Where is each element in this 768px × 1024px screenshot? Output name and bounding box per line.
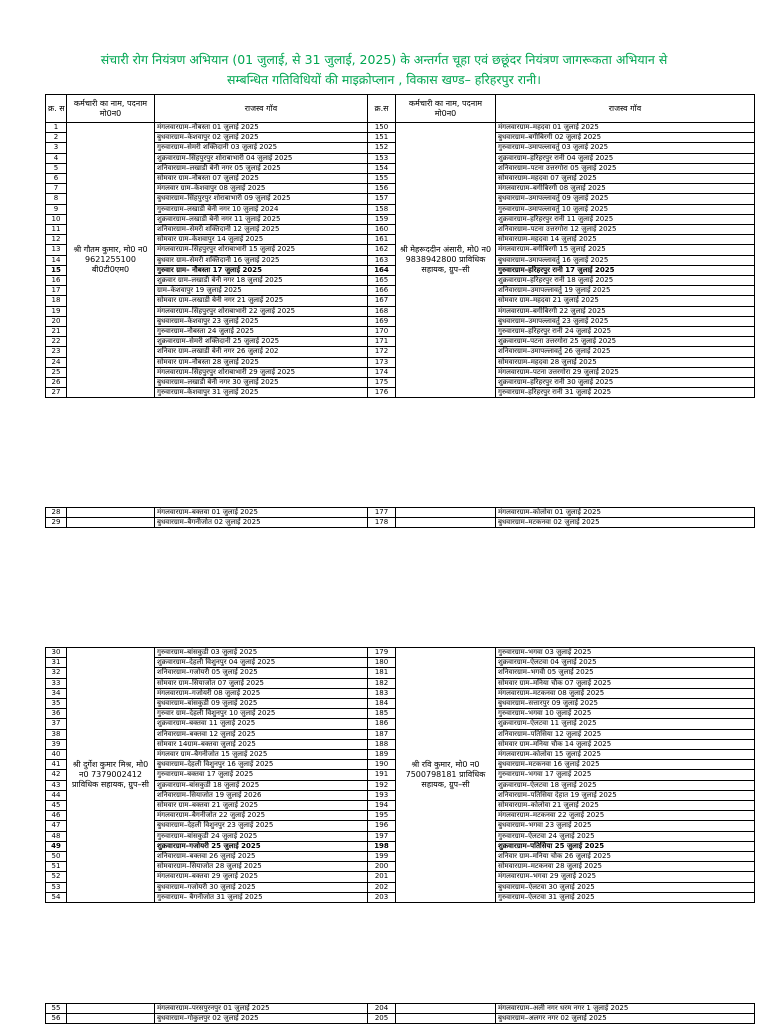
serial-number-right: 186 bbox=[368, 719, 396, 729]
serial-number-right: 153 bbox=[368, 153, 396, 163]
village-schedule-right: सोमवार ग्राम–मनिया चौक 14 जुलाई 2025 bbox=[496, 739, 755, 749]
village-schedule-right: शुक्रवारग्राम–ऐलटवा 18 जुलाई 2025 bbox=[496, 780, 755, 790]
village-schedule-left: गुरुवारग्राम–बांसकुडी 03 जुलाई 2025 bbox=[155, 648, 368, 658]
village-schedule-left: शुक्रवारग्राम–लखाडी बेनी नगर 11 जुलाई 2025 bbox=[155, 214, 368, 224]
serial-number: 21 bbox=[46, 327, 67, 337]
serial-number: 2 bbox=[46, 133, 67, 143]
employee-cell-left bbox=[67, 1014, 155, 1024]
village-schedule-right: बुधवारग्राम–मटकनवा 02 जुलाई 2025 bbox=[496, 518, 755, 528]
serial-number: 36 bbox=[46, 709, 67, 719]
village-schedule-right: शनिवारग्राम–उमापल्लावर्तु 26 जुलाई 2025 bbox=[496, 347, 755, 357]
village-schedule-left: गुरुवार ग्राम– नौबस्ता 17 जुलाई 2025 bbox=[155, 265, 368, 275]
village-schedule-right: बुधवारग्राम–भगवा 23 जुलाई 2025 bbox=[496, 821, 755, 831]
village-schedule-right: मंगलवारग्राम–अली नगर धरम नगर 1 जुलाई 2025 bbox=[496, 1004, 755, 1014]
serial-number: 53 bbox=[46, 882, 67, 892]
table-row bbox=[46, 518, 755, 528]
serial-number-right: 162 bbox=[368, 245, 396, 255]
serial-number: 50 bbox=[46, 852, 67, 862]
table-row bbox=[46, 123, 755, 133]
village-schedule-right: शुक्रवारग्राम–हरिहरपुर रानी 04 जुलाई 2025 bbox=[496, 153, 755, 163]
serial-number-right: 192 bbox=[368, 780, 396, 790]
employee-name-right: श्री मेहरूददीन अंसारी, मो0 न0 9838942800 प्राविधिक सहायक, ग्रुप–सी bbox=[396, 123, 496, 398]
village-schedule-right: सोमवारग्राम–महदवा 07 जुलाई 2025 bbox=[496, 174, 755, 184]
village-schedule-right: सोमवारग्राम–मटकनवा 28 जुलाई 2025 bbox=[496, 862, 755, 872]
serial-number-right: 179 bbox=[368, 648, 396, 658]
serial-number-right: 185 bbox=[368, 709, 396, 719]
village-schedule-right: शनिवारग्राम–भगवी 05 जुलाई 2025 bbox=[496, 668, 755, 678]
serial-number: 30 bbox=[46, 648, 67, 658]
serial-number-right: 170 bbox=[368, 327, 396, 337]
serial-number: 56 bbox=[46, 1014, 67, 1024]
serial-number: 6 bbox=[46, 174, 67, 184]
header-sn-2: क्र.स bbox=[368, 95, 396, 123]
village-schedule-left: मंगलवारग्राम–गजोयरी 08 जुलाई 2025 bbox=[155, 688, 368, 698]
village-schedule-left: बुधवारग्राम–बांसकुडी 09 जुलाई 2025 bbox=[155, 699, 368, 709]
employee-cell-right bbox=[396, 508, 496, 518]
serial-number-right: 157 bbox=[368, 194, 396, 204]
serial-number-right: 187 bbox=[368, 729, 396, 739]
serial-number: 31 bbox=[46, 658, 67, 668]
village-schedule-left: शनिवार ग्राम–लखाडी बेनी नगर 26 जुलाई 202 bbox=[155, 347, 368, 357]
village-schedule-left: सोमवार 14ग्राम–बक्तवा जुलाई 2025 bbox=[155, 739, 368, 749]
serial-number-right: 156 bbox=[368, 184, 396, 194]
serial-number-right: 198 bbox=[368, 841, 396, 851]
serial-number: 13 bbox=[46, 245, 67, 255]
serial-number: 4 bbox=[46, 153, 67, 163]
village-schedule-left: बुधवारग्राम–गोकुलपुर 02 जुलाई 2025 bbox=[155, 1014, 368, 1024]
village-schedule-right: मंगलवारग्राम–कोलोवा 15 जुलाई 2025 bbox=[496, 750, 755, 760]
village-schedule-left: गुरुवारग्राम–बक्तवा 17 जुलाई 2025 bbox=[155, 770, 368, 780]
page-title bbox=[20, 50, 748, 90]
village-schedule-right: गुरुवारग्राम–ऐलटवा 24 जुलाई 2025 bbox=[496, 831, 755, 841]
serial-number-right: 202 bbox=[368, 882, 396, 892]
serial-number-right: 188 bbox=[368, 739, 396, 749]
serial-number-right: 195 bbox=[368, 811, 396, 821]
village-schedule-left: शनिवारग्राम–लखाडी बेनी नगर 05 जुलाई 2025 bbox=[155, 163, 368, 173]
village-schedule-left: गुरुवारग्राम–सेमरी शक्तिदानी 03 जुलाई 2025 bbox=[155, 143, 368, 153]
serial-number-right: 190 bbox=[368, 760, 396, 770]
village-schedule-left: सोमवार ग्राम–केशवापुर 14 जुलाई 2025 bbox=[155, 235, 368, 245]
serial-number-right: 164 bbox=[368, 265, 396, 275]
serial-number: 25 bbox=[46, 367, 67, 377]
village-schedule-left: मंगलवारग्राम–नौबस्ता 01 जुलाई 2025 bbox=[155, 123, 368, 133]
serial-number: 10 bbox=[46, 214, 67, 224]
village-schedule-right: सोमवार ग्राम–मनिया चौक 07 जुलाई 2025 bbox=[496, 678, 755, 688]
village-schedule-left: बुधवारग्राम–गजोयरी 30 जुलाई 2025 bbox=[155, 882, 368, 892]
header-employee-2: कर्मचारी का नाम, पदनाम मो0न0 bbox=[396, 95, 496, 123]
serial-number: 15 bbox=[46, 265, 67, 275]
table-row bbox=[46, 1004, 755, 1014]
village-schedule-right: मंगलवारग्राम–मटकनवा 08 जुलाई 2025 bbox=[496, 688, 755, 698]
village-schedule-left: मंगलवारग्राम–बक्तवा 01 जुलाई 2025 bbox=[155, 508, 368, 518]
serial-number-right: 165 bbox=[368, 276, 396, 286]
serial-number-right: 193 bbox=[368, 790, 396, 800]
serial-number-right: 200 bbox=[368, 862, 396, 872]
serial-number-right: 191 bbox=[368, 770, 396, 780]
serial-number: 41 bbox=[46, 760, 67, 770]
village-schedule-left: बुधवार ग्राम–सेमरी शक्तिदानी 16 जुलाई 2025 bbox=[155, 255, 368, 265]
serial-number: 48 bbox=[46, 831, 67, 841]
village-schedule-right: बुधवारग्राम–उमापल्लावर्तु 23 जुलाई 2025 bbox=[496, 316, 755, 326]
village-schedule-left: शनिवारग्राम–सियाजोत 19 जुलाई 2026 bbox=[155, 790, 368, 800]
village-schedule-right: मंगलवारग्राम–पटना उत्तरगोरा 29 जुलाई 2025 bbox=[496, 367, 755, 377]
header-employee: कर्मचारी का नाम, पदनाम मो0न0 bbox=[67, 95, 155, 123]
employee-cell-right bbox=[396, 518, 496, 528]
village-schedule-left: मंगलवारग्राम–सिंहपुरपुर शोराबाभारी 15 जुलाई 2025 bbox=[155, 245, 368, 255]
village-schedule-left: मंगलवारग्राम–बैगनीजोत 22 जुलाई 2025 bbox=[155, 811, 368, 821]
village-schedule-left: शनिवारग्राम–बक्तवा 12 जुलाई 2025 bbox=[155, 729, 368, 739]
village-schedule-right: बुधवारग्राम–बगीबिरगी 02 जुलाई 2025 bbox=[496, 133, 755, 143]
serial-number: 47 bbox=[46, 821, 67, 831]
village-schedule-left: शुक्रवारग्राम–देहली विशुनपुर 04 जुलाई 2025 bbox=[155, 658, 368, 668]
village-schedule-left: मंगलवारग्राम–सिंहपुरपुर शोराबाभारी 29 जुलाई 2025 bbox=[155, 367, 368, 377]
serial-number-right: 174 bbox=[368, 367, 396, 377]
serial-number-right: 169 bbox=[368, 316, 396, 326]
village-schedule-left: बुधवारग्राम–सिंहपुरपुर शोराबाभारी 09 जुलाई 2025 bbox=[155, 194, 368, 204]
village-schedule-right: शुक्रवारग्राम–पतिसिया 25 जुलाई 2025 bbox=[496, 841, 755, 851]
village-schedule-right: गुरुवारग्राम–हरिहरपुर रानी 24 जुलाई 2025 bbox=[496, 327, 755, 337]
serial-number: 51 bbox=[46, 862, 67, 872]
serial-number: 52 bbox=[46, 872, 67, 882]
village-schedule-right: शनिवार ग्राम–मनिया चौक 26 जुलाई 2025 bbox=[496, 852, 755, 862]
village-schedule-right: बुधवारग्राम–ऐलटवा 30 जुलाई 2025 bbox=[496, 882, 755, 892]
village-schedule-left: शुक्रवारग्राम–बांसकुडी 18 जुलाई 2025 bbox=[155, 780, 368, 790]
village-schedule-right: शुक्रवारग्राम–हरिहरपुर रानी 30 जुलाई 2025 bbox=[496, 378, 755, 388]
village-schedule-left: सोमवार ग्राम–बक्तवा 21 जुलाई 2025 bbox=[155, 801, 368, 811]
village-schedule-right: बुधवारग्राम–सत्तारपुर 09 जुलाई 2025 bbox=[496, 699, 755, 709]
village-schedule-right: शनिवारग्राम–पतिसिया देहात 19 जुलाई 2025 bbox=[496, 790, 755, 800]
table-row bbox=[46, 1014, 755, 1024]
serial-number-right: 167 bbox=[368, 296, 396, 306]
serial-number-right: 158 bbox=[368, 204, 396, 214]
serial-number: 35 bbox=[46, 699, 67, 709]
village-schedule-left: शनिवारग्राम–सेमरी शक्तिदानी 12 जुलाई 2025 bbox=[155, 225, 368, 235]
serial-number: 33 bbox=[46, 678, 67, 688]
serial-number: 14 bbox=[46, 255, 67, 265]
microplan-table-2 bbox=[45, 647, 755, 903]
serial-number: 12 bbox=[46, 235, 67, 245]
serial-number: 32 bbox=[46, 668, 67, 678]
serial-number-right: 152 bbox=[368, 143, 396, 153]
village-schedule-right: गुरुवारग्राम–हरिहरपुर रानी 17 जुलाई 2025 bbox=[496, 265, 755, 275]
village-schedule-left: बुधवारग्राम–बैगनीजोत 02 जुलाई 2025 bbox=[155, 518, 368, 528]
serial-number-right: 180 bbox=[368, 658, 396, 668]
village-schedule-right: मंगलवारग्राम–महदवा 01 जुलाई 2025 bbox=[496, 123, 755, 133]
title-line-1: संचारी रोग नियंत्रण अभियान (01 जुलाई, से 31 जुलाई, 2025) के अन्तर्गत चूहा एवं छछूंदर नियंत्रण जागरूकता अभियान से bbox=[100, 52, 668, 67]
employee-name-left: श्री दुर्गेश कुमार मिश्र, मो0 न0 7379002412 प्राविधिक सहायक, ग्रुप–सी bbox=[67, 648, 155, 903]
serial-number-right: 160 bbox=[368, 225, 396, 235]
serial-number-right: 175 bbox=[368, 378, 396, 388]
village-schedule-right: गुरुवारग्राम–हरिहरपुर रानी 31 जुलाई 2025 bbox=[496, 388, 755, 398]
serial-number-right: 171 bbox=[368, 337, 396, 347]
serial-number: 8 bbox=[46, 194, 67, 204]
serial-number: 55 bbox=[46, 1004, 67, 1014]
header-sn: क्र. स bbox=[46, 95, 67, 123]
serial-number-right: 181 bbox=[368, 668, 396, 678]
serial-number: 42 bbox=[46, 770, 67, 780]
serial-number-right: 172 bbox=[368, 347, 396, 357]
serial-number: 40 bbox=[46, 750, 67, 760]
village-schedule-right: शनिवारग्राम–पटना उत्तरगोरा 12 जुलाई 2025 bbox=[496, 225, 755, 235]
village-schedule-left: सोमवार ग्राम–नौबस्ता 07 जुलाई 2025 bbox=[155, 174, 368, 184]
table-row bbox=[46, 648, 755, 658]
village-schedule-left: मंगलवारग्राम–बक्तवा 29 जुलाई 2025 bbox=[155, 872, 368, 882]
serial-number: 34 bbox=[46, 688, 67, 698]
serial-number: 43 bbox=[46, 780, 67, 790]
serial-number: 3 bbox=[46, 143, 67, 153]
village-schedule-right: मंगलवारग्राम–भगवा 29 जुलाई 2025 bbox=[496, 872, 755, 882]
serial-number-right: 205 bbox=[368, 1014, 396, 1024]
village-schedule-left: गुरुवारग्राम–लखाडी बेनी नगर 10 जुलाई 2024 bbox=[155, 204, 368, 214]
serial-number: 7 bbox=[46, 184, 67, 194]
serial-number-right: 203 bbox=[368, 892, 396, 902]
village-schedule-left: शनिवारग्राम–गजोयरी 05 जुलाई 2025 bbox=[155, 668, 368, 678]
serial-number: 37 bbox=[46, 719, 67, 729]
employee-cell-right bbox=[396, 1014, 496, 1024]
table-row bbox=[46, 508, 755, 518]
serial-number: 9 bbox=[46, 204, 67, 214]
serial-number-right: 150 bbox=[368, 123, 396, 133]
serial-number-right: 201 bbox=[368, 872, 396, 882]
village-schedule-left: बुधवारग्राम–लखाडी बेनी नगर 30 जुलाई 2025 bbox=[155, 378, 368, 388]
serial-number: 28 bbox=[46, 508, 67, 518]
village-schedule-left: सोमवार ग्राम–सियाजोत 07 जुलाई 2025 bbox=[155, 678, 368, 688]
village-schedule-left: गुरुवारग्राम– बैगनीजोत 31 जुलाई 2025 bbox=[155, 892, 368, 902]
village-schedule-left: बुधवारग्राम–केशवापुर 23 जुलाई 2025 bbox=[155, 316, 368, 326]
serial-number-right: 159 bbox=[368, 214, 396, 224]
village-schedule-left: शुक्रवारग्राम–सेमरी शक्तिदानी 25 जुलाई 2025 bbox=[155, 337, 368, 347]
village-schedule-right: मंगलवारग्राम–बगीबिरगी 08 जुलाई 2025 bbox=[496, 184, 755, 194]
serial-number-right: 189 bbox=[368, 750, 396, 760]
serial-number-right: 204 bbox=[368, 1004, 396, 1014]
village-schedule-right: शुक्रवारग्राम–ऐलटवा 04 जुलाई 2025 bbox=[496, 658, 755, 668]
employee-cell-left bbox=[67, 518, 155, 528]
village-schedule-right: मंगलवारग्राम–बगीबिरगी 15 जुलाई 2025 bbox=[496, 245, 755, 255]
microplan-table-2-continued bbox=[45, 1003, 755, 1024]
village-schedule-right: शुक्रवारग्राम–हरिहरपुर रानी 18 जुलाई 2025 bbox=[496, 276, 755, 286]
village-schedule-left: मंगलवारग्राम–सिंहपुरपुर शोराबाभारी 22 जुलाई 2025 bbox=[155, 306, 368, 316]
serial-number: 49 bbox=[46, 841, 67, 851]
village-schedule-left: शुक्रवारग्राम–बक्तवा 11 जुलाई 2025 bbox=[155, 719, 368, 729]
serial-number: 45 bbox=[46, 801, 67, 811]
village-schedule-right: बुधवारग्राम–उमापल्लावर्तु 16 जुलाई 2025 bbox=[496, 255, 755, 265]
serial-number-right: 178 bbox=[368, 518, 396, 528]
village-schedule-right: बुधवारग्राम–मटकनवा 16 जुलाई 2025 bbox=[496, 760, 755, 770]
village-schedule-left: बुधवारग्राम–देहली विशुनपुर 23 जुलाई 2025 bbox=[155, 821, 368, 831]
village-schedule-left: बुधवारग्राम–देहली विशुनपुर 16 जुलाई 2025 bbox=[155, 760, 368, 770]
village-schedule-right: सोमवारग्राम–कोलोवा 21 जुलाई 2025 bbox=[496, 801, 755, 811]
serial-number: 38 bbox=[46, 729, 67, 739]
serial-number-right: 196 bbox=[368, 821, 396, 831]
village-schedule-right: गुरुवारग्राम–भगवा 10 जुलाई 2025 bbox=[496, 709, 755, 719]
employee-name-right: श्री रवि कुमार, मो0 न0 7500798181 प्राविधिक सहायक, ग्रुप–सी bbox=[396, 648, 496, 903]
serial-number-right: 176 bbox=[368, 388, 396, 398]
header-village-2: राजस्व गॉव bbox=[496, 95, 755, 123]
serial-number: 18 bbox=[46, 296, 67, 306]
village-schedule-right: मंगलवारग्राम–बगीबिरगी 22 जुलाई 2025 bbox=[496, 306, 755, 316]
village-schedule-left: शुक्रवारग्राम–गजोयरी 25 जुलाई 2025 bbox=[155, 841, 368, 851]
serial-number: 22 bbox=[46, 337, 67, 347]
village-schedule-left: मंगलवार ग्राम–बैगनीजोत 15 जुलाई 2025 bbox=[155, 750, 368, 760]
village-schedule-right: बुधवारग्राम–उमापल्लावर्तु 09 जुलाई 2025 bbox=[496, 194, 755, 204]
village-schedule-left: मंगलवारग्राम–परसपुरनपुर 01 जुलाई 2025 bbox=[155, 1004, 368, 1014]
serial-number-right: 161 bbox=[368, 235, 396, 245]
village-schedule-right: सोमवार ग्राम–महदवा 21 जुलाई 2025 bbox=[496, 296, 755, 306]
serial-number-right: 177 bbox=[368, 508, 396, 518]
serial-number-right: 151 bbox=[368, 133, 396, 143]
village-schedule-left: सोमवार ग्राम–नौबस्ता 28 जुलाई 2025 bbox=[155, 357, 368, 367]
village-schedule-right: गुरुवारग्राम–भगवा 17 जुलाई 2025 bbox=[496, 770, 755, 780]
village-schedule-right: शनिवारग्राम–पतिसिया 12 जुलाई 2025 bbox=[496, 729, 755, 739]
village-schedule-left: शुक्रवार ग्राम–लखाडी बेनी नगर 18 जुलाई 2025 bbox=[155, 276, 368, 286]
employee-cell-left bbox=[67, 508, 155, 518]
village-schedule-left: गुरुवारग्राम–केशवापुर 31 जुलाई 2025 bbox=[155, 388, 368, 398]
village-schedule-right: गुरुवारग्राम–उमापल्लावर्तु 10 जुलाई 2025 bbox=[496, 204, 755, 214]
serial-number: 20 bbox=[46, 316, 67, 326]
serial-number-right: 166 bbox=[368, 286, 396, 296]
serial-number-right: 154 bbox=[368, 163, 396, 173]
serial-number-right: 173 bbox=[368, 357, 396, 367]
village-schedule-right: शनिवारग्राम–उमापल्लावर्तु 19 जुलाई 2025 bbox=[496, 286, 755, 296]
serial-number: 26 bbox=[46, 378, 67, 388]
village-schedule-left: गुरुवारग्राम–बांसकुडी 24 जुलाई 2025 bbox=[155, 831, 368, 841]
village-schedule-left: गुरुवार ग्राम–देहली विशुनपुर 10 जुलाई 2025 bbox=[155, 709, 368, 719]
village-schedule-right: गुरुवारग्राम–ऐलटवा 31 जुलाई 2025 bbox=[496, 892, 755, 902]
serial-number-right: 194 bbox=[368, 801, 396, 811]
serial-number-right: 197 bbox=[368, 831, 396, 841]
serial-number: 23 bbox=[46, 347, 67, 357]
village-schedule-right: सोमवारग्राम–महदवा 28 जुलाई 2025 bbox=[496, 357, 755, 367]
village-schedule-right: शुक्रवारग्राम–पटना उत्तरगोरा 25 जुलाई 2025 bbox=[496, 337, 755, 347]
village-schedule-right: शनिवारग्राम–पटना उत्तरगोरा 05 जुलाई 2025 bbox=[496, 163, 755, 173]
serial-number-right: 183 bbox=[368, 688, 396, 698]
microplan-table-1-continued bbox=[45, 507, 755, 528]
serial-number-right: 184 bbox=[368, 699, 396, 709]
serial-number: 27 bbox=[46, 388, 67, 398]
village-schedule-right: मंगलवारग्राम–मटकनवा 22 जुलाई 2025 bbox=[496, 811, 755, 821]
village-schedule-right: गुरुवारग्राम–उमापल्लावर्तु 03 जुलाई 2025 bbox=[496, 143, 755, 153]
serial-number: 24 bbox=[46, 357, 67, 367]
serial-number: 5 bbox=[46, 163, 67, 173]
village-schedule-right: शुक्रवारग्राम–हरिहरपुर रानी 11 जुलाई 2025 bbox=[496, 214, 755, 224]
village-schedule-right: मंगलवारग्राम–कोलोवा 01 जुलाई 2025 bbox=[496, 508, 755, 518]
employee-cell-left bbox=[67, 1004, 155, 1014]
village-schedule-left: बुधवारग्राम–केशवापुर 02 जुलाई 2025 bbox=[155, 133, 368, 143]
village-schedule-left: सोमवारग्राम–सियाजोत 28 जुलाई 2025 bbox=[155, 862, 368, 872]
serial-number: 39 bbox=[46, 739, 67, 749]
village-schedule-left: मंगलवार ग्राम–केशवापुर 08 जुलाई 2025 bbox=[155, 184, 368, 194]
village-schedule-right: गुरुवारग्राम–भगवा 03 जुलाई 2025 bbox=[496, 648, 755, 658]
serial-number: 1 bbox=[46, 123, 67, 133]
serial-number: 11 bbox=[46, 225, 67, 235]
village-schedule-left: शनिवारग्राम–बक्तवा 26 जुलाई 2025 bbox=[155, 852, 368, 862]
village-schedule-left: सोमवार ग्राम–लखाडी बेनी नगर 21 जुलाई 2025 bbox=[155, 296, 368, 306]
serial-number: 16 bbox=[46, 276, 67, 286]
village-schedule-left: ग्राम–केशवापुर 19 जुलाई 2025 bbox=[155, 286, 368, 296]
serial-number: 17 bbox=[46, 286, 67, 296]
serial-number: 46 bbox=[46, 811, 67, 821]
serial-number-right: 199 bbox=[368, 852, 396, 862]
village-schedule-right: शुक्रवारग्राम–ऐलटवा 11 जुलाई 2025 bbox=[496, 719, 755, 729]
serial-number-right: 182 bbox=[368, 678, 396, 688]
serial-number-right: 168 bbox=[368, 306, 396, 316]
village-schedule-left: शुक्रवारग्राम–सिंहपुरपुर शोराबाभारी 04 जुलाई 2025 bbox=[155, 153, 368, 163]
village-schedule-right: सोमवारग्राम–महदवा 14 जुलाई 2025 bbox=[496, 235, 755, 245]
village-schedule-right: बुधवारग्राम–अलगर नगर 02 जुलाई 2025 bbox=[496, 1014, 755, 1024]
serial-number-right: 155 bbox=[368, 174, 396, 184]
header-village: राजस्व गॉव bbox=[155, 95, 368, 123]
serial-number: 29 bbox=[46, 518, 67, 528]
employee-name-left: श्री गौतम कुमार, मो0 न0 9621255100 बी0टी0एम0 bbox=[67, 123, 155, 398]
serial-number: 19 bbox=[46, 306, 67, 316]
serial-number-right: 163 bbox=[368, 255, 396, 265]
village-schedule-left: गुरुवारग्राम–नौबस्ता 24 जुलाई 2025 bbox=[155, 327, 368, 337]
microplan-table-1 bbox=[45, 94, 755, 398]
employee-cell-right bbox=[396, 1004, 496, 1014]
serial-number: 54 bbox=[46, 892, 67, 902]
serial-number: 44 bbox=[46, 790, 67, 800]
title-line-2: सम्बन्धित गतिविधियों की माइक्रोप्लान , विकास खण्ड– हरिहरपुर रानी। bbox=[227, 72, 541, 87]
